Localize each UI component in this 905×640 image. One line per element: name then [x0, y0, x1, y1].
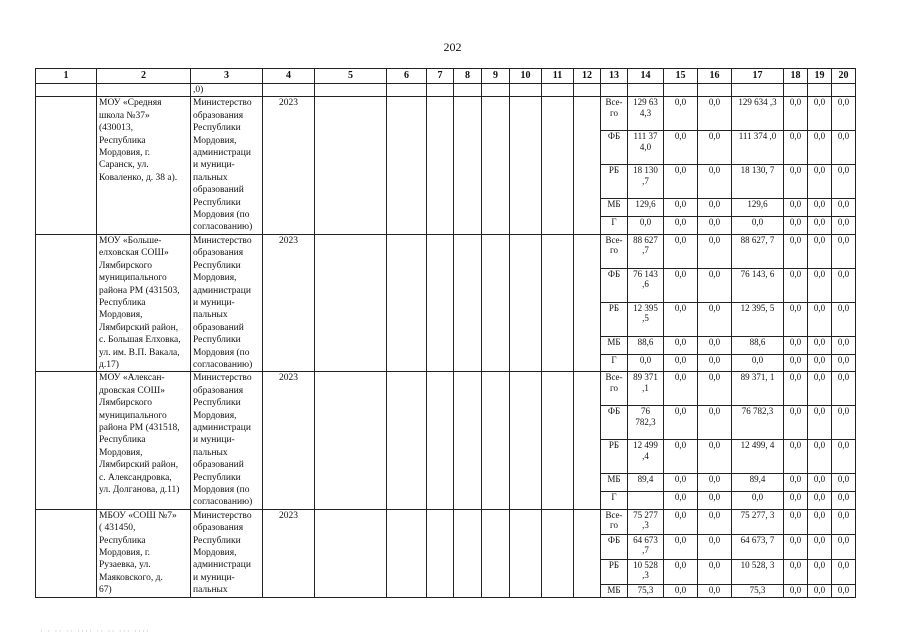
amount-cell: 0,0 — [664, 534, 698, 559]
amount-cell: 0,0 — [808, 336, 832, 354]
funding-source-cell: РБ — [601, 302, 628, 336]
amount-cell: 0,0 — [784, 97, 808, 131]
total-amount-cell: 10 528 ,3 — [628, 559, 664, 584]
amount-cell: 0,0 — [784, 474, 808, 492]
funding-source-cell: РБ — [601, 440, 628, 474]
column-number-18: 18 — [784, 69, 808, 84]
empty-cell — [832, 84, 856, 97]
amount-cell: 0,0 — [664, 199, 698, 217]
amount-cell: 0,0 — [832, 440, 856, 474]
funding-source-cell: Г — [601, 217, 628, 235]
amount-cell: 0,0 — [832, 234, 856, 268]
amount-cell: 0,0 — [698, 492, 732, 510]
page-number: 202 — [443, 40, 462, 54]
amount-cell: 0,0 — [832, 97, 856, 131]
amount-cell: 0,0 — [808, 372, 832, 406]
column-number-12: 12 — [574, 69, 601, 84]
amount-cell: 0,0 — [832, 302, 856, 336]
funding-source-cell: РБ — [601, 559, 628, 584]
column-number-14: 14 — [628, 69, 664, 84]
empty-cell — [510, 84, 542, 97]
funding-source-cell: Все- го — [601, 372, 628, 406]
total-amount-cell: 12 395 ,5 — [628, 302, 664, 336]
amount-cell: 0,0 — [664, 336, 698, 354]
year-amount-cell: 76 782,3 — [732, 406, 784, 440]
amount-cell: 0,0 — [832, 372, 856, 406]
empty-cell — [510, 372, 542, 509]
amount-cell: 0,0 — [784, 165, 808, 199]
amount-cell: 0,0 — [698, 234, 732, 268]
funding-source-cell: Г — [601, 354, 628, 372]
empty-cell — [387, 509, 427, 597]
empty-cell — [482, 97, 510, 234]
amount-cell: 0,0 — [698, 406, 732, 440]
empty-cell — [427, 97, 454, 234]
total-amount-cell: 76 782,3 — [628, 406, 664, 440]
year-amount-cell: 129,6 — [732, 199, 784, 217]
total-amount-cell: 18 130 ,7 — [628, 165, 664, 199]
amount-cell: 0,0 — [832, 584, 856, 597]
column-number-2: 2 — [97, 69, 191, 84]
entry-number-cell — [36, 509, 97, 597]
total-amount-cell — [628, 492, 664, 510]
empty-cell — [808, 84, 832, 97]
amount-cell: 0,0 — [832, 199, 856, 217]
empty-cell — [36, 84, 97, 97]
amount-cell: 0,0 — [808, 474, 832, 492]
year-amount-cell: 129 634 ,3 — [732, 97, 784, 131]
empty-cell — [454, 509, 482, 597]
total-amount-cell: 88,6 — [628, 336, 664, 354]
funding-source-cell: МБ — [601, 199, 628, 217]
empty-cell — [482, 509, 510, 597]
year-amount-cell: 89 371, 1 — [732, 372, 784, 406]
amount-cell: 0,0 — [832, 336, 856, 354]
total-amount-cell: 75,3 — [628, 584, 664, 597]
amount-cell: 0,0 — [664, 268, 698, 302]
amount-cell: 0,0 — [698, 354, 732, 372]
funding-source-cell: Все- го — [601, 97, 628, 131]
empty-cell — [263, 84, 315, 97]
amount-cell: 0,0 — [698, 559, 732, 584]
amount-cell: 0,0 — [698, 372, 732, 406]
empty-cell — [387, 372, 427, 509]
budget-table — [35, 68, 856, 598]
column-number-8: 8 — [454, 69, 482, 84]
empty-cell — [542, 97, 574, 234]
amount-cell: 0,0 — [832, 474, 856, 492]
year-amount-cell: 64 673, 7 — [732, 534, 784, 559]
empty-cell — [454, 97, 482, 234]
total-amount-cell: 64 673 ,7 — [628, 534, 664, 559]
empty-cell — [574, 509, 601, 597]
column-number-4: 4 — [263, 69, 315, 84]
amount-cell: 0,0 — [832, 559, 856, 584]
column-number-5: 5 — [315, 69, 387, 84]
amount-cell: 0,0 — [698, 131, 732, 165]
amount-cell: 0,0 — [784, 559, 808, 584]
total-amount-cell: 129 63 4,3 — [628, 97, 664, 131]
column-number-20: 20 — [832, 69, 856, 84]
amount-cell: 0,0 — [784, 199, 808, 217]
amount-cell: 0,0 — [698, 217, 732, 235]
empty-cell — [315, 372, 387, 509]
empty-cell — [574, 84, 601, 97]
amount-cell: 0,0 — [698, 199, 732, 217]
amount-cell: 0,0 — [664, 474, 698, 492]
amount-cell: 0,0 — [664, 217, 698, 235]
table-row — [36, 509, 856, 534]
amount-cell: 0,0 — [664, 131, 698, 165]
table-row — [36, 97, 856, 131]
amount-cell: 0,0 — [698, 97, 732, 131]
amount-cell: 0,0 — [698, 509, 732, 534]
amount-cell: 0,0 — [832, 534, 856, 559]
funding-source-cell: МБ — [601, 474, 628, 492]
column-number-19: 19 — [808, 69, 832, 84]
amount-cell: 0,0 — [784, 372, 808, 406]
empty-cell — [601, 84, 628, 97]
table-row — [36, 234, 856, 268]
empty-cell — [427, 509, 454, 597]
responsible-cell: Министерство образования Республики Мордовия, администраци и муници- пальных образований Республики Мордовия (по согласованию) — [191, 372, 263, 509]
amount-cell: 0,0 — [808, 268, 832, 302]
table-row — [36, 372, 856, 406]
total-amount-cell: 111 37 4,0 — [628, 131, 664, 165]
total-amount-cell: 12 499 ,4 — [628, 440, 664, 474]
total-amount-cell: 89 371 ,1 — [628, 372, 664, 406]
amount-cell: 0,0 — [664, 440, 698, 474]
column-number-10: 10 — [510, 69, 542, 84]
amount-cell: 0,0 — [784, 492, 808, 510]
funding-source-cell: ФБ — [601, 131, 628, 165]
responsible-cell: Министерство образования Республики Мордовия, администраци и муници- пальных — [191, 509, 263, 597]
funding-source-cell: ФБ — [601, 406, 628, 440]
empty-cell — [510, 234, 542, 371]
continuation-row — [36, 84, 856, 97]
year-amount-cell: 111 374 ,0 — [732, 131, 784, 165]
amount-cell: 0,0 — [808, 492, 832, 510]
total-amount-cell: 88 627 ,7 — [628, 234, 664, 268]
empty-cell — [732, 84, 784, 97]
amount-cell: 0,0 — [664, 492, 698, 510]
amount-cell: 0,0 — [808, 406, 832, 440]
amount-cell: 0,0 — [832, 131, 856, 165]
empty-cell — [454, 84, 482, 97]
amount-cell: 0,0 — [784, 406, 808, 440]
empty-cell — [454, 372, 482, 509]
empty-cell — [542, 84, 574, 97]
amount-cell: 0,0 — [698, 302, 732, 336]
empty-cell — [628, 84, 664, 97]
empty-cell — [698, 84, 732, 97]
amount-cell: 0,0 — [832, 509, 856, 534]
amount-cell: 0,0 — [808, 199, 832, 217]
empty-cell — [387, 97, 427, 234]
year-amount-cell: 0,0 — [732, 492, 784, 510]
column-number-9: 9 — [482, 69, 510, 84]
amount-cell: 0,0 — [832, 354, 856, 372]
empty-cell — [542, 509, 574, 597]
amount-cell: 0,0 — [808, 509, 832, 534]
empty-cell — [574, 97, 601, 234]
empty-cell — [387, 84, 427, 97]
year-amount-cell: 75 277, 3 — [732, 509, 784, 534]
amount-cell: 0,0 — [698, 440, 732, 474]
amount-cell: 0,0 — [664, 302, 698, 336]
amount-cell: 0,0 — [784, 336, 808, 354]
year-amount-cell: 88 627, 7 — [732, 234, 784, 268]
empty-cell — [510, 97, 542, 234]
empty-cell — [427, 234, 454, 371]
amount-cell: 0,0 — [664, 354, 698, 372]
amount-cell: 0,0 — [808, 131, 832, 165]
funding-source-cell: ФБ — [601, 268, 628, 302]
responsible-cell: Министерство образования Республики Мордовия, администраци и муници- пальных образований Республики Мордовия (по согласованию) — [191, 97, 263, 234]
amount-cell: 0,0 — [664, 406, 698, 440]
column-number-13: 13 — [601, 69, 628, 84]
amount-cell: 0,0 — [808, 97, 832, 131]
funding-source-cell: РБ — [601, 165, 628, 199]
amount-cell: 0,0 — [808, 440, 832, 474]
amount-cell: 0,0 — [698, 584, 732, 597]
continuation-text: ,0) — [191, 84, 263, 97]
amount-cell: 0,0 — [808, 165, 832, 199]
column-number-15: 15 — [664, 69, 698, 84]
year-cell: 2023 — [263, 509, 315, 597]
empty-cell — [664, 84, 698, 97]
amount-cell: 0,0 — [698, 165, 732, 199]
year-amount-cell: 89,4 — [732, 474, 784, 492]
institution-cell: МОУ «Средняя школа №37» (430013, Республика Мордовия, г. Саранск, ул. Коваленко, д. 38 а). — [97, 97, 191, 234]
empty-cell — [482, 84, 510, 97]
column-number-7: 7 — [427, 69, 454, 84]
amount-cell: 0,0 — [808, 584, 832, 597]
amount-cell: 0,0 — [698, 268, 732, 302]
column-number-1: 1 — [36, 69, 97, 84]
year-amount-cell: 88,6 — [732, 336, 784, 354]
column-number-3: 3 — [191, 69, 263, 84]
responsible-cell: Министерство образования Республики Мордовия, администраци и муници- пальных образований Республики Мордовия (по согласованию) — [191, 234, 263, 371]
amount-cell: 0,0 — [808, 302, 832, 336]
amount-cell: 0,0 — [698, 534, 732, 559]
year-amount-cell: 0,0 — [732, 217, 784, 235]
funding-source-cell: Все- го — [601, 509, 628, 534]
amount-cell: 0,0 — [784, 302, 808, 336]
empty-cell — [510, 509, 542, 597]
column-number-6: 6 — [387, 69, 427, 84]
amount-cell: 0,0 — [784, 509, 808, 534]
amount-cell: 0,0 — [664, 509, 698, 534]
column-number-11: 11 — [542, 69, 574, 84]
year-amount-cell: 18 130, 7 — [732, 165, 784, 199]
column-number-row — [36, 69, 856, 84]
amount-cell: 0,0 — [808, 234, 832, 268]
empty-cell — [387, 234, 427, 371]
amount-cell: 0,0 — [784, 217, 808, 235]
year-cell: 2023 — [263, 234, 315, 371]
year-amount-cell: 75,3 — [732, 584, 784, 597]
amount-cell: 0,0 — [664, 234, 698, 268]
empty-cell — [315, 509, 387, 597]
entry-number-cell — [36, 372, 97, 509]
empty-cell — [482, 372, 510, 509]
total-amount-cell: 89,4 — [628, 474, 664, 492]
year-amount-cell: 0,0 — [732, 354, 784, 372]
total-amount-cell: 76 143 ,6 — [628, 268, 664, 302]
total-amount-cell: 0,0 — [628, 217, 664, 235]
column-number-17: 17 — [732, 69, 784, 84]
amount-cell: 0,0 — [698, 336, 732, 354]
amount-cell: 0,0 — [784, 440, 808, 474]
year-cell: 2023 — [263, 97, 315, 234]
entry-number-cell — [36, 234, 97, 371]
amount-cell: 0,0 — [832, 492, 856, 510]
amount-cell: 0,0 — [832, 268, 856, 302]
funding-source-cell: ФБ — [601, 534, 628, 559]
column-number-16: 16 — [698, 69, 732, 84]
amount-cell: 0,0 — [832, 165, 856, 199]
total-amount-cell: 75 277 ,3 — [628, 509, 664, 534]
amount-cell: 0,0 — [664, 584, 698, 597]
institution-cell: МБОУ «СОШ №7» ( 431450, Республика Мордовия, г. Рузаевка, ул. Маяковского, д. 67) — [97, 509, 191, 597]
amount-cell: 0,0 — [808, 354, 832, 372]
empty-cell — [542, 234, 574, 371]
empty-cell — [315, 97, 387, 234]
empty-cell — [454, 234, 482, 371]
empty-cell — [784, 84, 808, 97]
empty-cell — [482, 234, 510, 371]
amount-cell: 0,0 — [808, 534, 832, 559]
empty-cell — [97, 84, 191, 97]
amount-cell: 0,0 — [664, 97, 698, 131]
year-amount-cell: 76 143, 6 — [732, 268, 784, 302]
empty-cell — [427, 84, 454, 97]
amount-cell: 0,0 — [784, 234, 808, 268]
entry-number-cell — [36, 97, 97, 234]
amount-cell: 0,0 — [784, 268, 808, 302]
funding-source-cell: Все- го — [601, 234, 628, 268]
empty-cell — [574, 372, 601, 509]
amount-cell: 0,0 — [832, 217, 856, 235]
amount-cell: 0,0 — [784, 584, 808, 597]
amount-cell: 0,0 — [832, 406, 856, 440]
funding-source-cell: МБ — [601, 584, 628, 597]
amount-cell: 0,0 — [808, 559, 832, 584]
empty-cell — [427, 372, 454, 509]
amount-cell: 0,0 — [784, 131, 808, 165]
amount-cell: 0,0 — [808, 217, 832, 235]
institution-cell: МОУ «Алексан- дровская СОШ» Лямбирского муниципального района РМ (431518, Республика Мордовия, Лямбирский район, с. Александровка, ул. Долганова, д.11) — [97, 372, 191, 509]
amount-cell: 0,0 — [784, 354, 808, 372]
amount-cell: 0,0 — [664, 559, 698, 584]
empty-cell — [542, 372, 574, 509]
empty-cell — [574, 234, 601, 371]
funding-source-cell: Г — [601, 492, 628, 510]
total-amount-cell: 0,0 — [628, 354, 664, 372]
institution-cell: МОУ «Больше- елховская СОШ» Лямбирского муниципального района РМ (431503, Республика Мордовия, Лямбирский район, с. Большая Елховка, ул. им. В.П. Вакала, д.17) — [97, 234, 191, 371]
empty-cell — [315, 84, 387, 97]
funding-source-cell: МБ — [601, 336, 628, 354]
year-amount-cell: 12 395, 5 — [732, 302, 784, 336]
year-amount-cell: 10 528, 3 — [732, 559, 784, 584]
year-amount-cell: 12 499, 4 — [732, 440, 784, 474]
footer-scan-artifact: · · ·· ·· ···· ·· ·· ··· ···· — [40, 626, 150, 636]
total-amount-cell: 129,6 — [628, 199, 664, 217]
amount-cell: 0,0 — [664, 165, 698, 199]
empty-cell — [315, 234, 387, 371]
amount-cell: 0,0 — [664, 372, 698, 406]
amount-cell: 0,0 — [784, 534, 808, 559]
amount-cell: 0,0 — [698, 474, 732, 492]
year-cell: 2023 — [263, 372, 315, 509]
